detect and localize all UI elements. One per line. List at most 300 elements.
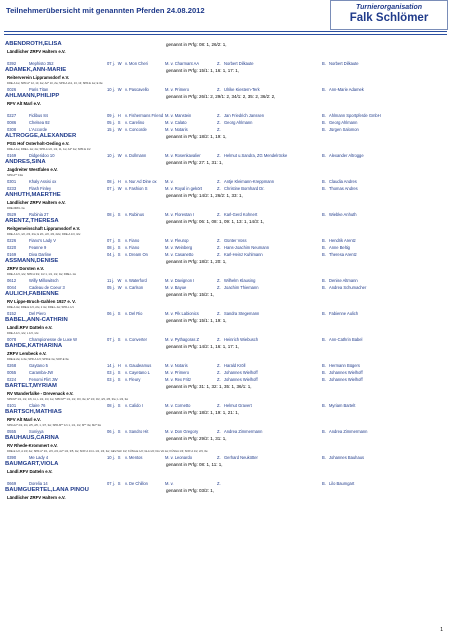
entered-tests: genannt in Prfg: 03/2: 1, [166,488,215,493]
horse-row [5,277,446,284]
owner-label: B. [322,377,326,382]
rider-club: RFV Alt Marl e.V. [7,417,41,422]
rider-name[interactable]: BAUHAUS,CARINA [5,435,59,441]
horse-age: 03 j. [107,377,115,382]
participant-entry [5,343,446,383]
owner-label: B. [322,87,326,92]
rider-name[interactable]: BABEL,ANN-CATHRIN [5,317,68,323]
horse-row [5,336,446,343]
horse-age-sex [107,277,121,284]
horse-mother: M. v. Fleurop [165,238,189,243]
horse-breeder: Wilhelm Klausing [224,278,256,283]
horse-sex: W [117,278,122,283]
entered-tests: genannt in Prfg: 18/2: 1, 19: 1, 21: 1, [166,410,240,415]
horse-number: 0026 [7,87,17,92]
rider-name[interactable]: BAHDE,KATHARINA [5,343,63,349]
participant-entry [5,93,446,133]
participant-entry [5,291,446,317]
horse-age-sex [107,369,120,376]
entered-tests: genannt in Prfg: 08: 1, 26/2: 1, [166,42,227,47]
horse-age-sex [107,178,121,185]
breeder-label: Z. [217,120,221,125]
owner-label: B. [322,278,326,283]
entered-tests: genannt in Prfg: 15/2: 1, [166,292,215,297]
horse-name: Willy Millowitsch [29,278,59,283]
horse-age: 15 j. [107,127,115,132]
horse-breeder: Sandra Stegemann [224,311,260,316]
horse-name: Mephisto 352 [29,61,54,66]
horse-age: 03 j. [107,370,115,375]
horse-age: 08 j. [107,212,115,217]
participant-entry [5,435,446,461]
horse-row [5,369,446,376]
breeder-label: Z. [217,252,221,257]
rider-name[interactable]: BARTSCH,MATHIAS [5,409,62,415]
horse-sex: H [117,113,121,118]
rider-name[interactable]: ARENTZ,THERESA [5,218,59,224]
breeder-label: Z. [217,363,221,368]
horse-sire: v. Fiano [125,238,140,243]
participant-entry [5,218,446,258]
horse-age-sex [107,112,121,119]
breeder-label: Z. [217,481,221,486]
horse-breeder: Christine Bornhard Dr. [224,186,265,191]
horse-row [5,244,446,251]
rider-name[interactable]: BAUMGART,VIOLA [5,461,59,467]
rider-name[interactable]: ABENDROTH,ELISA [5,41,62,47]
owner-label: B. [322,179,326,184]
horse-sire: v. Converter [125,337,147,342]
entered-tests: genannt in Prfg: 08: 1, 11: 1, [166,462,223,467]
horse-owner: Denise Altmann [329,278,358,283]
horse-sex: S [117,429,121,434]
owner-label: B. [322,455,326,460]
owner-label: B. [322,153,326,158]
horse-age: 07 j. [107,481,115,486]
horse-owner: Wiebke Anhuth [329,212,357,217]
horse-sex: W [117,186,122,191]
horse-mother: M. v. Charmant AA [165,61,200,66]
breeder-label: Z. [217,278,221,283]
horse-age: 10 j. [107,153,115,158]
horse-sire: v. Calido I [125,403,143,408]
horse-owner: Claudia Andres [329,179,357,184]
horse-breeder: Joachim Thiemann [224,285,259,290]
horse-number: 0612 [7,278,17,283]
participant-entry [5,409,446,435]
rider-club: ZRFV Dorsten e.V. [7,266,45,271]
rider-name[interactable]: BAUMGUERTEL,LANA PINOU [5,487,89,493]
breeder-label: Z. [217,179,221,184]
rider-history: DRE-DRFL 1w [7,207,25,210]
horse-age-sex [107,480,120,487]
rider-history: SPR-A2* 2/2, 2/4, 2/5, 2/6, 1, 3/7, 3w; SPR-M** 1/1 1, 1/1, 1/2, M** 3w; M2* 3w [7,424,101,427]
horse-mother: M. v. Don Gregory [165,429,199,434]
horse-sire: v. Carelino [125,120,145,125]
rider-history: SPR-M* 1/1, 1/2, 1/6, 11, L 1/2, 1/3, 1w; SPR-M** 1/1, 1/2, 3/3, 3w; E* 1/3, 3/2, 4/3, 4/5, 3/w; L 1/3, 3w [7,398,129,401]
rider-name[interactable]: AULICH,FABIENNE [5,291,59,297]
rider-history: DRE-A 1w; DRE-L 1w; 2w; SPR-A 1/2, 1/2, 11, 1w; A2* 4w; SPR-E 1/2 [7,148,91,151]
horse-age-sex [107,126,122,133]
entered-tests: genannt in Prfg: 14/2: 1, 16: 1, 17: 1, [166,344,240,349]
horse-number: 0044 [7,285,17,290]
owner-label: B. [322,363,326,368]
participant-entry [5,133,446,159]
horse-sex: W [117,285,122,290]
rider-club: RV Wanderfalke - Drevenack e.V. [7,391,74,396]
header-divider-2 [4,34,447,35]
owner-label: B. [322,252,326,257]
horse-sex: S [117,311,121,316]
horse-sex: H [117,363,121,368]
horse-sex: S [117,337,121,342]
horse-sex: S [117,455,121,460]
horse-breeder: Harald Kröll [224,363,246,368]
horse-row [5,480,446,487]
owner-label: B. [322,113,326,118]
horse-row [5,251,446,258]
participant-entry [5,192,446,218]
horse-row [5,211,446,218]
horse-sex: S [117,245,121,250]
horse-mother: M. v. Rex Fritz [165,377,192,382]
entered-tests: genannt in Prfg: 29/2: 1, 31: 1, [166,436,227,441]
horse-name: Del Piero [29,311,46,316]
horse-owner: Myriam Bartelt [329,403,356,408]
horse-sex: S [117,238,121,243]
rider-history: DRE-A 1/1, 1/2, 2/3, 2/w; E 2/1, 2/2, 4/3, 22w; DRE-A 1/3, 3/w [7,233,81,236]
horse-age: 09 j. [107,113,115,118]
entered-tests: genannt in Prfg: 14/2: 1, 26/2: 1, 33: 1, [166,193,243,198]
horse-number: 0669 [7,481,17,486]
horse-row [5,428,446,435]
rider-club: Ländlicher ZRFV Haltern e.V. [7,495,66,500]
horse-age-sex [107,244,120,251]
participant-entry [5,67,446,93]
horse-owner: Thomas Andres [329,186,358,191]
rider-club: Jagdreiter Westfalen e.V. [7,167,58,172]
horse-row [5,310,446,317]
owner-label: B. [322,61,326,66]
horse-mother: M. v. Casanetto [165,252,194,257]
horse-row [5,126,446,133]
horse-age-sex [107,185,122,192]
rider-history [5,501,446,506]
horse-sire: v. Dollmann [125,153,147,158]
owner-label: B. [322,481,326,486]
horse-mother: M. v. Notaris [165,363,188,368]
rider-history: SPR-A** 13w [7,174,23,177]
horse-sire: v. Cayetano L [125,370,150,375]
participant-entry [5,383,446,409]
rider-club: Ländl.RFV Datteln e.V. [7,325,53,330]
horse-age-sex [107,336,120,343]
horse-number: 0301 [7,179,17,184]
horse-mother: M. v. Manstein [165,113,192,118]
rider-club: PSG Hof Osterholt-Oeding e.V. [7,141,70,146]
horse-age: 06 j. [107,429,115,434]
owner-label: B. [322,186,326,191]
owner-label: B. [322,127,326,132]
breeder-label: Z. [217,337,221,342]
horse-breeder: Antje Kleimann-Kreppmann [224,179,275,184]
horse-breeder: Gerhard Neukötter [224,455,258,460]
horse-breeder: Andrea Zimmermann [224,429,263,434]
owner-label: B. [322,285,326,290]
horse-name: L'Accorde [29,127,48,132]
breeder-label: Z. [217,370,221,375]
horse-sire: v. Sandro Hit [125,429,149,434]
rider-club: Ländlicher ZRFV Haltern e.V. [7,49,66,54]
horse-age-sex [107,211,120,218]
horse-owner: Johannes Wielhoff [329,370,363,375]
horse-name: Caramba-JW [29,370,54,375]
entered-tests: genannt in Prfg: 15/1: 1, 16: 1, 17: 1, [166,68,240,73]
horse-owner: Anne Beltig [329,245,350,250]
participant-entry [5,258,446,291]
horse-owner: Alexander Altrogge [329,153,364,158]
horse-age-sex [107,60,122,67]
horse-owner: Ahlmann Sportpferde GmbH [329,113,381,118]
horse-age: 07 j. [107,238,115,243]
horse-age-sex [107,362,121,369]
owner-label: B. [322,429,326,434]
horse-number: 0224 [7,377,17,382]
entered-tests: genannt in Prfg: 18/2: 1, 20: 1, [166,259,227,264]
rider-name[interactable]: BARTELT,MYRIAM [5,383,57,389]
horse-row [5,152,446,159]
rider-club: Ländlicher ZRFV Haltern e.V. [7,200,66,205]
horse-mother: M. v. Weinberg [165,245,193,250]
horse-breeder: Helmut u.Sandra, ZG Mendelröcke [224,153,288,158]
owner-label: B. [322,403,326,408]
horse-breeder: Georg Ahlmann [224,120,253,125]
horse-number: 0227 [7,113,17,118]
horse-name: Claire 76 [29,403,46,408]
horse-number: 0392 [7,61,17,66]
horse-row [5,454,446,461]
logo-subtitle: Turnierorganisation [356,4,422,11]
horse-mother: M. v. Calato [165,120,187,125]
horse-age-sex [107,454,120,461]
horse-breeder: Johannes Wielhoff [224,370,258,375]
horse-number: 0233 [7,186,17,191]
horse-number: 0169 [7,153,17,158]
horse-age-sex [107,152,122,159]
rider-history: DRE-A 4w; DRE-E 1/3, 2/w, 2 4w; DRE-L 4w; SPR-L 1/1 [7,306,74,309]
horse-sire: v. Gaudeamus [125,363,152,368]
breeder-label: Z. [217,87,221,92]
horse-name: Diva Darline [29,252,52,257]
horse-breeder: Johannes Wielhoff [224,377,258,382]
owner-label: B. [322,370,326,375]
horse-sex: S [117,212,121,217]
horse-number: 0308 [7,127,17,132]
horse-row [5,362,446,369]
horse-number: 0152 [7,311,17,316]
participant-entry [5,159,446,192]
rider-name[interactable]: AHLMANN,PHILIPP [5,93,60,99]
horse-number: 0390 [7,455,17,460]
rider-club: ZRFV Lembeck e.V. [7,351,47,356]
horse-owner: Norbert Dilkaute [329,61,359,66]
horse-age-sex [107,402,120,409]
horse-sire: v. Del Rio [125,311,143,316]
horse-age: 07 j. [107,337,115,342]
horse-sire: v. De Chillon [125,481,148,486]
horse-age: 14 j. [107,363,115,368]
horse-breeder: Karl-Heinz Kuhlmann [224,252,263,257]
horse-number: 0529 [7,212,17,217]
horse-age: 05 j. [107,120,115,125]
owner-label: B. [322,311,326,316]
rider-club: Reitgemeinschaft Lippramsdorf e.V. [7,226,81,231]
horse-age-sex [107,310,120,317]
horse-name: Chelsea 92 [29,120,50,125]
horse-row [5,178,446,185]
horse-mother: M. v. Leonardo [165,455,193,460]
owner-label: B. [322,245,326,250]
horse-sex: S [117,403,121,408]
horse-breeder: Hans-Joachim Neumann [224,245,270,250]
horse-name: Me Lady 4 [29,455,49,460]
horse-sex: S [117,370,121,375]
horse-age: 08 j. [107,179,115,184]
rider-club: RFV Alt Marl e.V. [7,101,41,106]
breeder-label: Z. [217,311,221,316]
horse-age-sex [107,237,120,244]
breeder-label: Z. [217,238,221,243]
horse-number: 0268 [7,363,17,368]
horse-breeder: Norbert Dilkaute [224,61,254,66]
horse-mother: M. v. Pik Labionics [165,311,199,316]
horse-owner: Johannes Bauhaus [329,455,365,460]
horse-mother: M. v. Primero [165,87,190,92]
horse-age: 08 j. [107,403,115,408]
horse-sex: S [117,252,121,257]
horse-name: Fidibus 84 [29,113,48,118]
horse-owner: Hendrik Arentz [329,238,356,243]
horse-breeder: Heinrich Wiebusch [224,337,259,342]
horse-name: Rubinia 27 [29,212,49,217]
horse-name: Didgeridoo 10 [29,153,55,158]
rider-history: DRE-E 2w; A 4w; SPR-A 1/3; SPR-E 1w; SOP-E 3w [7,358,69,361]
breeder-label: Z. [217,377,221,382]
horse-owner: Hermann Bügers [329,363,360,368]
horse-name: Fiano's Lady V [29,238,56,243]
owner-label: B. [322,120,326,125]
horse-name: Fenomi Flirt JW [29,377,58,382]
horse-owner: Johannes Wielhoff [329,377,363,382]
horse-name: Paris Titan [29,87,49,92]
horse-mother: M. v. Pythagoras Z [165,337,200,342]
rider-name[interactable]: ADAMEK,ANN-MARIE [5,67,67,73]
horse-sire: v. Nur Ad Dine ox [125,179,157,184]
horse-sire: v. Mentos [125,455,143,460]
entered-tests: genannt in Prfg: 31: 1, 32: 1, 35: 1, 36/1: 1, [166,384,252,389]
horse-mother: M. v. [165,481,174,486]
horse-row [5,86,446,93]
horse-name: Dorelia 14 [29,481,48,486]
horse-sex: S [117,481,121,486]
rider-name[interactable]: ALTROGGE,ALEXANDER [5,133,77,139]
horse-number: 0555 [7,429,17,434]
horse-mother: M. v. Primero [165,370,190,375]
horse-row [5,119,446,126]
horse-owner: Ann-Cathrin Babel [329,337,363,342]
horse-sex: S [117,120,121,125]
horse-sire: v. Fleury [125,377,141,382]
horse-age: 05 j. [107,285,115,290]
horse-sire: v. Mon Cheri [125,61,148,66]
entered-tests: genannt in Prfg: 18/2: 1, 19: 1, [166,134,227,139]
horse-number: 0086 [7,120,17,125]
horse-name: Cadeau de Coeur 3 [29,285,65,290]
rider-name[interactable]: ASSMANN,DENISE [5,258,59,264]
horse-mother: M. v. Royal in gekört [165,186,203,191]
horse-breeder: Ulrike Kiestern-Terk [224,87,260,92]
horse-sire: v. Rubinus [125,212,145,217]
logo-title: Falk Schlömer [349,12,429,24]
horse-age: 08 j. [107,245,115,250]
horse-age: 04 j. [107,252,115,257]
page-title: Teilnehmerübersicht mit genannten Pferden 24.08.2012 [6,6,205,15]
header-divider [4,31,447,32]
horse-age: 07 j. [107,186,115,191]
horse-mother: M. v. Bayue [165,285,187,290]
horse-row [5,185,446,192]
rider-club: Reiterverein Lippramsdorf e.V. [7,75,70,80]
horse-owner: Lilo Baumgart [329,481,355,486]
horse-row [5,402,446,409]
horse-sire: v. Dream On [125,252,148,257]
participant-entry [5,41,446,67]
breeder-label: Z. [217,127,221,132]
horse-age: 06 j. [107,311,115,316]
horse-breeder: Jan Friedrich Janssen [224,113,265,118]
horse-age: 11 j. [107,278,115,283]
horse-age-sex [107,428,120,435]
entered-tests: genannt in Prfg: 15/1: 1, 19: 1, [166,318,227,323]
horse-sire: v. Fashion S [125,186,148,191]
horse-mother: M. v. Cornetto [165,403,191,408]
horse-mother: M. v. [165,179,174,184]
horse-age-sex [107,376,120,383]
horse-age-sex [107,284,122,291]
horse-owner: Theresa Arentz [329,252,357,257]
horse-sire: v. Concorde [125,127,147,132]
horse-sire: v. Fiano [125,245,140,250]
horse-owner: Andrea Schumacher [329,285,367,290]
horse-name: Flash Finley [29,186,52,191]
rider-name[interactable]: ANDRES,SINA [5,159,46,165]
breeder-label: Z. [217,403,221,408]
horse-sire: v. Waterford [125,278,147,283]
horse-number: 0101 [7,403,17,408]
breeder-label: Z. [217,113,221,118]
rider-history: DRE-A 1w; SPR-A* 12, 13, 4w; A2* 10, 2w; SPR-A 2x1, 13, 13; SPR-E 1w; E 3w [7,82,103,85]
horse-row [5,237,446,244]
horse-sex: W [117,61,122,66]
horse-number: 0220 [7,245,17,250]
rider-name[interactable]: ANHUTH,MAERTHE [5,192,61,198]
horse-sex: H [117,179,121,184]
horse-mother: M. v. Notaris [165,127,188,132]
page-number: 1 [440,627,443,633]
rider-club: RV Lippe-Bruch-Gahlen 1927 e. V. [7,299,76,304]
participant-entry [5,317,446,343]
owner-label: B. [322,212,326,217]
